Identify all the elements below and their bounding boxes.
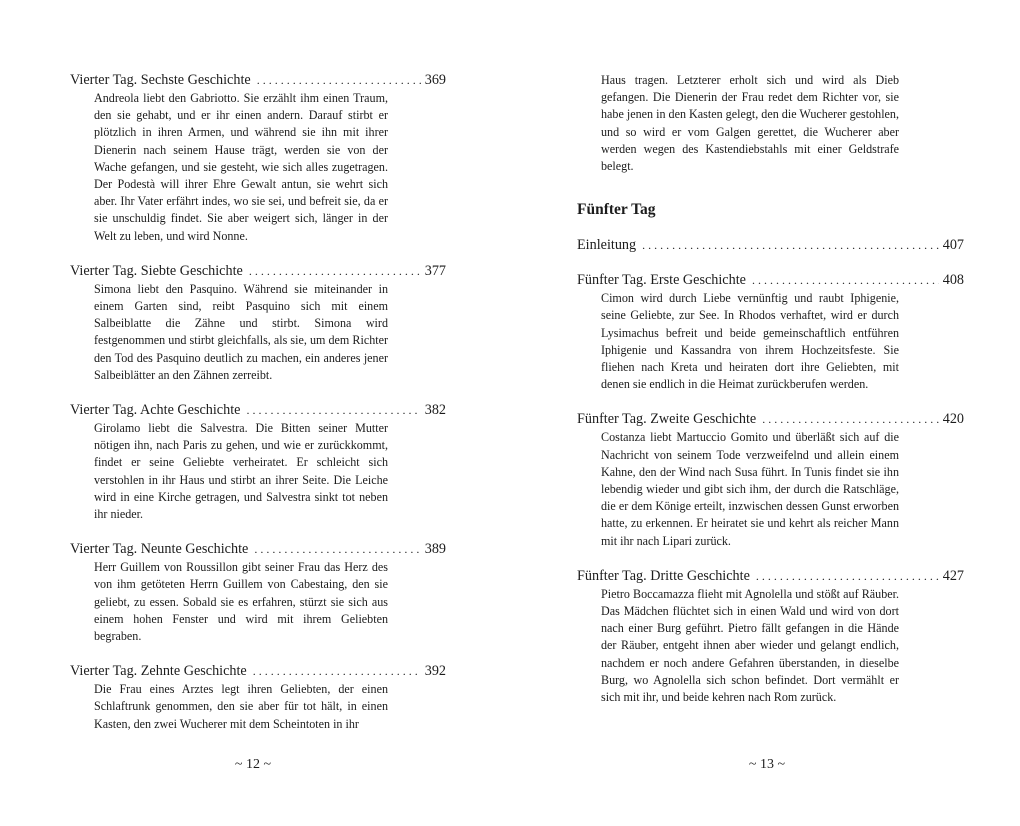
toc-entry-summary: Cimon wird durch Liebe vernünftig und raubt Iphigenie, seine Geliebte, zur See. In Rhodos verhaftet, wird er durch Lysimachus befreit und beide gemeinschaftlich entführen Iphigenie und Kassandra von ihrem Hochzeitsfeste. Sie fliehen nach Kreta und heiraten dort ihre Geliebten, mit denen sie endlich in die Heimat zurückberufen werden. <box>601 291 899 392</box>
toc-entry-title: Fünfter Tag. Erste Geschichte <box>577 272 746 289</box>
toc-entry-intro <box>577 237 964 254</box>
toc-entry-heading <box>577 272 964 289</box>
toc-entry-title: Vierter Tag. Achte Geschichte <box>70 402 241 419</box>
toc-entry-heading <box>70 663 446 680</box>
section-heading: Fünfter Tag <box>577 201 656 219</box>
toc-entry-summary: Simona liebt den Pasquino. Während sie miteinander in einem Garten sind, reibt Pasquino sich mit einem Salbeiblatte die Zähne und stirbt. Simona wird festgenommen und stirbt gleichfalls, als sie, um dem Richter den Tod des Pasquino deutlich zu machen, ein anderes jener Salbeiblätter an den Zähnen zerreibt. <box>94 281 388 382</box>
toc-page-number: 408 <box>942 272 964 289</box>
toc-entry-summary: Pietro Boccamazza flieht mit Agnolella und stößt auf Räuber. Das Mädchen flüchtet sich in einen Wald und wird von dort nach einer Burg geführt. Pietro fällt gefangen in die Hände der Räuber, entgeht ihnen aber wieder und gelangt endlich, nachdem er noch andere Gefahren überstanden, in dieselbe Burg, wo Agnolella sich schon befindet. Dort vermählt er sich mit ihr, und beide kehren nach Rom zurück. <box>601 586 899 705</box>
toc-entry <box>70 263 446 384</box>
toc-entry-heading <box>70 72 446 89</box>
toc-entry-heading <box>70 263 446 280</box>
leader-dots <box>752 272 939 289</box>
toc-entry <box>70 402 446 523</box>
leader-dots <box>257 72 421 89</box>
toc-entry-title: Vierter Tag. Zehnte Geschichte <box>70 663 247 680</box>
toc-entry <box>577 568 964 706</box>
leader-dots <box>756 568 939 585</box>
toc-entry-heading <box>577 568 964 585</box>
toc-entry-title: Fünfter Tag. Zweite Geschichte <box>577 411 757 428</box>
toc-page-number: 392 <box>424 663 446 680</box>
toc-entry-title: Vierter Tag. Sechste Geschichte <box>70 72 251 88</box>
toc-page-number: 382 <box>424 402 446 419</box>
toc-page-number: 420 <box>942 411 964 428</box>
leader-dots <box>249 263 421 280</box>
leader-dots <box>253 663 421 680</box>
left-toc-column <box>70 72 446 751</box>
leader-dots <box>762 411 939 428</box>
leader-dots <box>246 402 420 419</box>
toc-entry-heading <box>70 402 446 419</box>
toc-entry-title: Fünfter Tag. Dritte Geschichte <box>577 567 750 584</box>
toc-entry-summary: Herr Guillem von Roussillon gibt seiner Frau das Herz des von ihm getöteten Herrn Guillem von Cabestaing, den sie geliebt, zu essen. Sobald sie es erfahren, stürzt sie sich aus einem hohen Fenster und wird mit ihrem Geliebten begraben. <box>94 560 388 644</box>
toc-entry-heading <box>577 237 964 254</box>
page-number-footer: ~ 13 ~ <box>748 757 786 772</box>
toc-page-number: 407 <box>942 237 964 254</box>
toc-entry <box>577 411 964 549</box>
toc-entry-summary: Girolamo liebt die Salvestra. Die Bitten seiner Mutter nötigen ihn, nach Paris zu gehen, und wie er zurückkommt, findet er seine Geliebte verheiratet. Er schleicht sich verstohlen in ihr Haus und stirbt an ihrer Seite. Die Leiche wird in eine Kirche getragen, und Salvestra sinkt tot neben ihr nieder. <box>94 421 388 522</box>
leader-dots <box>642 237 939 254</box>
toc-entry <box>577 272 964 393</box>
toc-entry <box>70 541 446 645</box>
toc-entry-heading <box>577 411 964 428</box>
summary-continuation: Haus tragen. Letzterer erholt sich und wird als Dieb gefangen. Die Dienerin der Frau redet dem Richter vor, sie habe jenen in den Kasten gelegt, den die Wucherer gestohlen, und so wird er vom Galgen gerettet, die Wucherer aber werden wegen des Kastendiebstahls mit einer Geldstrafe belegt. <box>601 73 899 174</box>
toc-page-number: 377 <box>424 262 446 279</box>
toc-entry-summary: Costanza liebt Martuccio Gomito und überläßt sich auf die Nachricht von seinem Tode verzweifelnd und allein einem Kahne, den der Wind nach Susa führt. In Tunis findet sie ihn lebendig wieder und gibt sich ihm, der durch die Ratschläge, die er dem Könige erteilt, inzwischen dessen Gunst erworben hatte, zu erkennen. Er heiratet sie und kehrt als reicher Mann mit ihr nach Lipari zurück. <box>601 430 899 548</box>
toc-page-number: 389 <box>424 541 446 558</box>
toc-page-number: 369 <box>424 72 446 88</box>
toc-entry <box>70 663 446 733</box>
right-toc-column <box>577 72 964 724</box>
toc-entry-heading <box>70 541 446 558</box>
toc-entry-title: Einleitung <box>577 237 637 254</box>
toc-entry <box>70 72 446 245</box>
toc-entry-summary: Andreola liebt den Gabriotto. Sie erzählt ihm einen Traum, den sie gehabt, und er ihr einen andern. Darauf stirbt er plötzlich in ihren Armen, und während sie ihn mit ihrer Dienerin nach seinem Hause trägt, werden sie von der Wache gefangen, und sie gesteht, wie sich alles zugetragen. Der Podestà will ihrer Ehre Gewalt antun, sie wehrt sich aber. Ihr Vater erfährt indes, wo sie sei, und befreit sie, da er sie unschuldig findet. Sie aber weigert sich, länger in der Welt zu leben, und wird Nonne. <box>94 91 388 243</box>
toc-page-number: 427 <box>942 567 964 584</box>
right-page <box>510 0 1020 826</box>
toc-entry-title: Vierter Tag. Siebte Geschichte <box>70 262 243 279</box>
leader-dots <box>254 541 420 558</box>
toc-entry-summary: Die Frau eines Arztes legt ihren Geliebten, der einen Schlaftrunk genommen, den sie aber für tot hält, in einen Kasten, den zwei Wucherer mit dem Scheintoten in ihr <box>94 682 388 731</box>
page-number-footer: ~ 12 ~ <box>234 757 272 772</box>
toc-entry-title: Vierter Tag. Neunte Geschichte <box>70 541 249 558</box>
